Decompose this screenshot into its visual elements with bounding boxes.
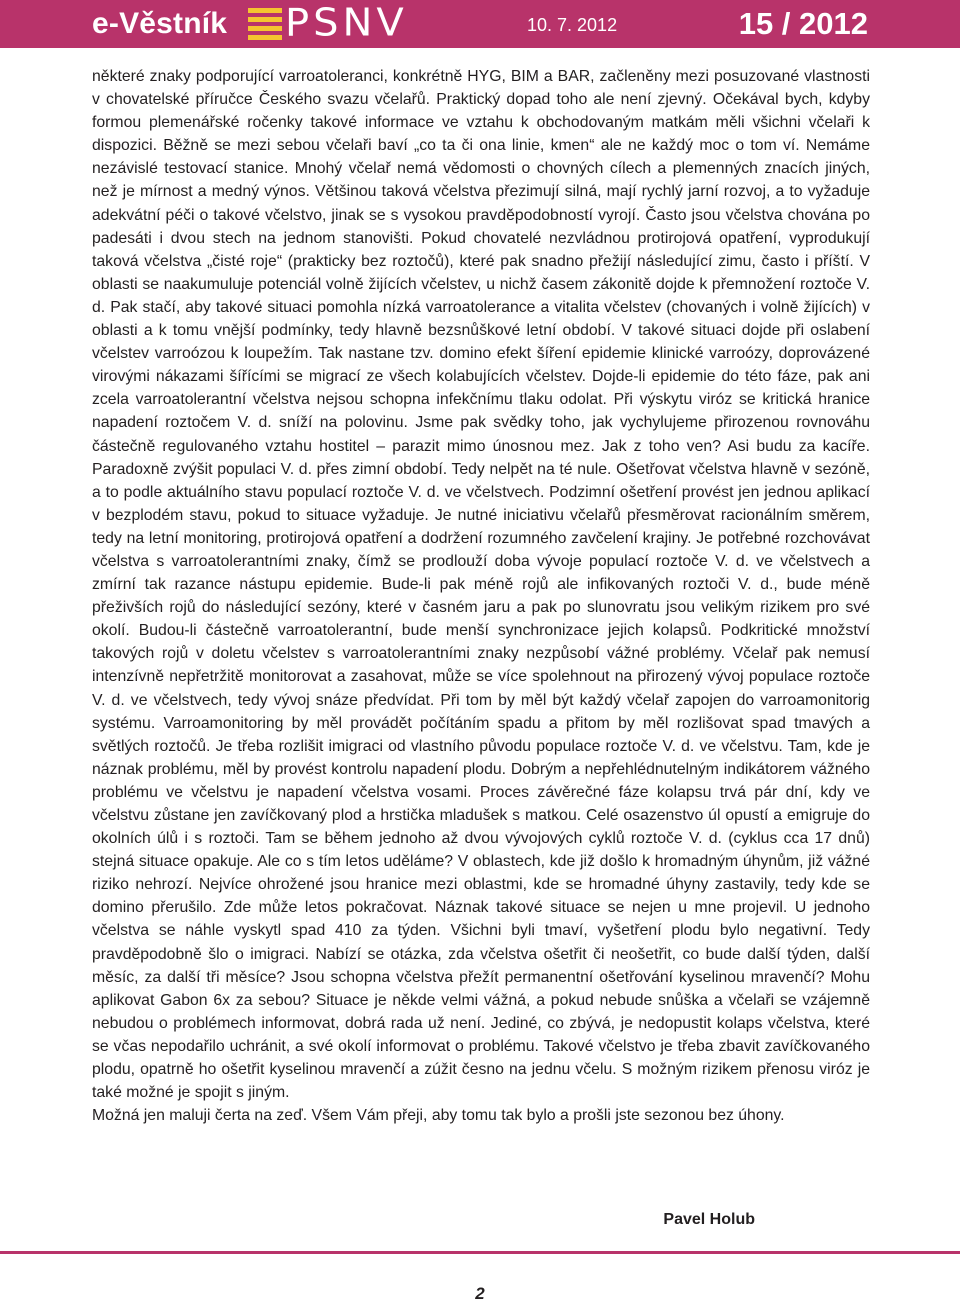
article-author: Pavel Holub — [663, 1211, 755, 1228]
issue-number: 15 / 2012 — [738, 6, 868, 41]
page-number: 2 — [475, 1284, 485, 1303]
article — [92, 65, 870, 1127]
publication-title: e-Věstník — [92, 7, 228, 40]
header-bar — [0, 0, 960, 48]
psnv-logo — [248, 1, 408, 45]
issue-date: 10. 7. 2012 — [527, 15, 618, 35]
logo-mark-icon — [248, 6, 282, 40]
article-closing: Možná jen maluji čerta na zeď. Všem Vám přeji, aby tomu tak bylo a prošli jste sezonou bez úhony. — [92, 1107, 785, 1125]
article-body: některé znaky podporující varroatoleranci, konkrétně HYG, BIM a BAR, začleněny mezi posuzované vlastnosti v chovatelské příručce Českého svazu včelařů. Praktický dopad toho ale není zjevný. Očekával bych, kdyby formou plemenářské ročenky takové informace ve vztahu k obchodovaným matkám měli všichni včelaři k dispozici. Běžně se mezi sebou včelaři baví „co ta či ona linie, kmen“ ale ne každý moc o tom ví. Nemáme nezávislé testovací stanice. Mnohý včelař nemá vědomosti o chovných cílech a plemenných znacích jiných, než je mírnost a medný výnos. Většinou taková včelstva přezimují silná, mají rychlý jarní rozvoj, a to vyžaduje adekvátní péči o takové včelstvo, jinak se s vysokou pravděpodobností vyrojí. Často jsou včelstva chována po padesáti i dvou stech na jednom stanovišti. Pokud chovatelé nezvládnou protirojová opatření, vyprodukují taková včelstva „čisté roje“ (prakticky bez roztočů), které pak snadno přežijí následující zimu, často i příští. V oblasti se naakumuluje potenciál volně žijících včelstev, u nichž časem zákonitě dojde k přemnožení roztoče V. d. Pak stačí, aby takové situaci pomohla nízká varroatolerance a vitalita včelstev (chovaných i volně žijících) v oblasti a k tomu vnější podmínky, tedy hlavně bezsnůškové letní období. V takové situaci dojde při oslabení včelstev varroózou k loupežím. Tak nastane tzv. domino efekt šíření epidemie klinické varroózy, doprovázené virovými nákazami šířícími se migrací ze všech kolabujících včelstev. Dojde-li epidemie do této fáze, pak ani zcela varroatolerantní včelstva nejsou schopna infekčnímu tlaku odolat. Při výskytu viróz se kritická hranice napadení roztočem V. d. sníží na polovinu. Jsme pak svědky toho, jak vychylujeme přirozenou rovnováhu částečně regulovaného vztahu hostitel – parazit mimo únosnou mez. Jak z toho ven? Asi budu za kacíře. Paradoxně zvýšit populaci V. d. přes zimní období. Tedy nelpět na té nule. Ošetřovat včelstva hlavně v sezóně, a to podle aktuálního stavu populací roztoče V. d. ve včelstvech. Podzimní ošetření provést jen jednou aplikací v bezplodém stavu, pokud to situace vyžaduje. Je nutné iniciativu včelařů přesměrovat racionálním směrem, tedy na letní monitoring, protirojová opatření a dodržení rozumného zavčelení krajiny. Je potřebné rozchovávat včelstva s varroatolerantními znaky, čímž se prodlouží doba vývoje populací roztoče V. d. ve včelstvech a zmírní tak razance nástupu epidemie. Bude-li pak méně rojů ale infikovaných roztoči V. d., bude méně přeživších rojů do následující sezóny, které v časném jaru a pak po slunovratu jsou velikým rizikem pro své okolí. Budou-li částečně varroatolerantní, bude menší synchronizace jejich kolapsů. Podkritické množství takových rojů v doletu včelstev s varroatolerantními znaky nezpůsobí vážné problémy. Včelař pak nemusí intenzívně nepřetržitě monitorovat a zasahovat, může se více spolehnout na přirozený vývoj populace roztoče V. d. ve včelstvech, tedy vývoj snáze předvídat. Při tom by měl být každý včelař zapojen do varroamonitorig systému. Varroamonitoring by měl provádět počítáním spadu a přitom by měl rozlišovat spad tmavých a světlých roztočů. Je třeba rozlišit imigraci od vlastního původu populace roztoče V. d. ve včelstvu. Tam, kde je náznak problému, měl by provést kontrolu napadení plodu. Dobrým a nepřehlédnutelným indikátorem vážného problému ve včelstvu je napadení včelstva vosami. Proces závěrečné fáze kolapsu trvá pár dní, kdy ve včelstvu zůstane jen zavíčkovaný plod a hrstička mladušek s matkou. Celé osazenstvo úl opustí a emigruje do okolních úlů i s roztoči. Tam se během jednoho až dvou vývojových cyklů roztoče V. d. (cyklus cca 17 dnů) stejná situace opakuje. Ale co s tím letos uděláme? V oblastech, kde již došlo k hromadným úhynům, již vážné riziko nehrozí. Nejvíce ohrožené jsou hranice mezi oblastmi, kde se hromadné úhyny zastavily, tedy kde se domino přerušilo. Zde může letos pokračovat. Náznak takové situace se nejen u mne projevil. U jednoho včelstva se náhle vyskytl spad 410 za týden. Všichni byli tmaví, vyšetření plodu bylo negativní. Tedy pravděpodobně šlo o imigraci. Nabízí se otázka, zda včelstva ošetřit či neošetřit, co bude další týden, další měsíc, za další tři měsíce? Jsou schopna včelstva přežít permanentní ošetřování kyselinou mravenčí? Mohu aplikovat Gabon 6x za sebou? Situace je někde velmi vážná, a pokud nebude snůška a včelaři se vzájemně nebudou o problémech informovat, dobrá rada už není. Jediné, co zbývá, je nedopustit kolaps včelstva, které se včas nepodařilo uchránit, a své okolí informovat o problému. Takové včelstvo je třeba zbavit zavíčkovaného plodu, opatrně ho ošetřit kyselinou mravenčí a zúžit česno na jednu včelu. S možným rizikem přenosu viróz je také možné je spojit s jiným. — [92, 68, 870, 1102]
footer-divider — [0, 1251, 960, 1254]
logo-text: PSNV — [285, 1, 408, 45]
